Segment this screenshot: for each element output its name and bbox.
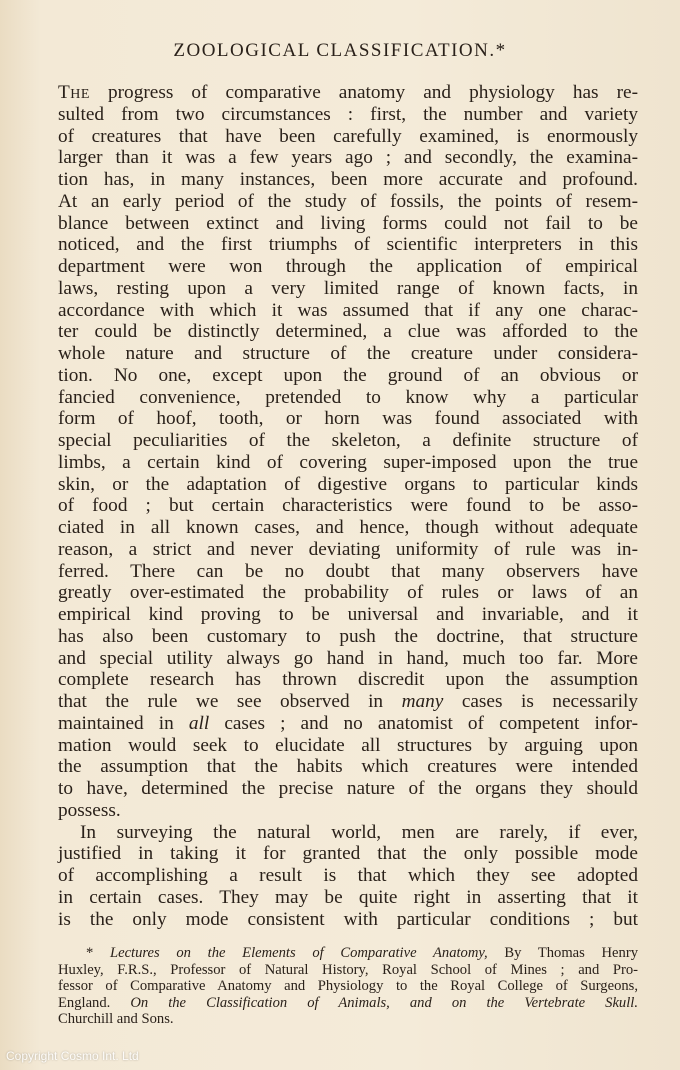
paragraph1-line: ciated in all known cases, and hence, though without adequate	[58, 517, 638, 538]
paragraph1-line: ferred. There can be no doubt that many observers have	[58, 560, 638, 582]
paragraph1-line: greatly over-estimated the probability of rules or laws of an	[58, 582, 638, 604]
paragraph1-line: empirical kind proving to be universal and invariable, and it	[58, 604, 638, 625]
paragraph1-line: form of hoof, tooth, or horn was found associated with	[58, 408, 638, 430]
paragraph1-line-many: that the rule we see observed in many cases is necessarily	[58, 691, 638, 712]
paragraph1-line: mation would seek to elucidate all structures by arguing upon	[58, 734, 638, 756]
article-body	[58, 82, 638, 930]
paragraph1-line: laws, resting upon a very limited range of known facts, in	[58, 277, 638, 299]
paragraph1-line: of creatures that have been carefully examined, is enormously	[58, 125, 638, 147]
paragraph2-line: in certain cases. They may be quite right in asserting that it	[58, 886, 638, 908]
paragraph2-line: of accomplishing a result is that which they see adopted	[58, 865, 638, 886]
footnote-line: * Lectures on the Elements of Comparative Anatomy, By Thomas Henry	[86, 945, 638, 961]
article-title: ZOOLOGICAL CLASSIFICATION.*	[173, 40, 507, 61]
paragraph1-line: complete research has thrown discredit upon the assumption	[58, 669, 638, 691]
paragraph1-line: fancied convenience, pretended to know why a particular	[58, 386, 638, 408]
paragraph2-line: justified in taking it for granted that the only possible mode	[58, 843, 638, 865]
paragraph2-line: is the only mode consistent with particular conditions ; but	[58, 908, 638, 930]
paragraph1-line: limbs, a certain kind of covering super-imposed upon the true	[58, 451, 638, 473]
paragraph1-last-line: possess.	[58, 799, 121, 821]
footnote	[58, 945, 638, 1028]
paragraph1-line: special peculiarities of the skeleton, a definite structure of	[58, 430, 638, 451]
paragraph1-line: skin, or the adaptation of digestive organs to particular kinds	[58, 473, 638, 495]
paragraph2-lines	[58, 822, 638, 931]
paragraph1-line: and special utility always go hand in hand, much too far. More	[58, 647, 638, 669]
paragraph1-line: department were won through the application of empirical	[58, 256, 638, 277]
paragraph2-line: In surveying the natural world, men are rarely, if ever,	[80, 821, 638, 843]
paragraph1-line: tion has, in many instances, been more accurate and profound.	[58, 169, 638, 190]
paragraph1-line: blance between extinct and living forms could not fail to be	[58, 212, 638, 234]
paragraph1-line: to have, determined the precise nature of the organs they should	[58, 778, 638, 799]
paragraph1-line: has also been customary to push the doctrine, that structure	[58, 625, 638, 647]
opening-word: The	[58, 82, 90, 103]
footnote-line: Huxley, F.R.S., Professor of Natural History, Royal School of Mines ; and Pro-	[58, 961, 638, 978]
footnote-line: England. On the Classification of Animals, and on the Vertebrate Skull.	[58, 994, 638, 1011]
paragraph1-line-all: maintained in all cases ; and no anatomist of competent infor-	[58, 712, 638, 734]
paragraph1-line: noticed, and the first triumphs of scientific interpreters in this	[58, 234, 638, 256]
paragraph1-line: of food ; but certain characteristics were found to be asso-	[58, 495, 638, 517]
paragraph1-line: accordance with which it was assumed that if any one charac-	[58, 299, 638, 321]
footnote-line: Churchill and Sons.	[58, 1011, 174, 1028]
paragraph1-line: the assumption that the habits which creatures were intended	[58, 756, 638, 778]
paragraph1-line: ter could be distinctly determined, a clue was afforded to the	[58, 321, 638, 343]
paragraph1-line: whole nature and structure of the creature under considera-	[58, 343, 638, 364]
paragraph1-line: tion. No one, except upon the ground of an obvious or	[58, 364, 638, 386]
copyright-watermark: Copyright Cosmo Int. Ltd	[6, 1049, 139, 1063]
paragraph1-line: larger than it was a few years ago ; and secondly, the examina-	[58, 147, 638, 169]
paragraph1-line: sulted from two circumstances : first, the number and variety	[58, 103, 638, 125]
footnote-line: fessor of Comparative Anatomy and Physiology to the Royal College of Surgeons,	[58, 978, 638, 995]
paragraph1-lines	[58, 104, 638, 691]
paragraph1-line: At an early period of the study of fossils, the points of resem-	[58, 190, 638, 212]
paragraph1-line: The progress of comparative anatomy and physiology has re-	[58, 82, 638, 103]
paragraph1-end-lines	[58, 735, 638, 800]
paragraph1-line: reason, a strict and never deviating uniformity of rule was in-	[58, 538, 638, 560]
